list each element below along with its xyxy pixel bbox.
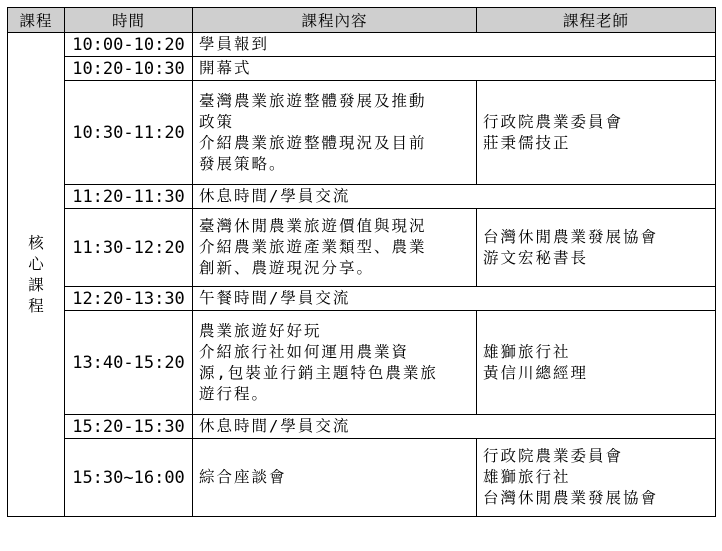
teacher-line: 游文宏秘書長	[483, 248, 589, 267]
content-line: 農業旅遊好好玩	[199, 321, 322, 340]
content-line: 午餐時間/學員交流	[199, 289, 351, 307]
teacher-cell	[477, 81, 716, 185]
content-line: 發展策略。	[199, 154, 287, 173]
teacher-line: 莊秉儒技正	[483, 133, 571, 152]
content-line: 休息時間/學員交流	[199, 417, 351, 435]
header-category: 課程	[8, 8, 65, 33]
content-cell	[193, 57, 716, 81]
teacher-line: 行政院農業委員會	[483, 112, 624, 131]
table-row	[8, 439, 716, 517]
table-row	[8, 209, 716, 287]
time-cell: 15:30~16:00	[65, 439, 193, 517]
time-cell: 11:30-12:20	[65, 209, 193, 287]
category-char: 程	[28, 296, 44, 315]
content-line: 開幕式	[199, 59, 252, 77]
teacher-line: 雄獅旅行社	[483, 468, 571, 486]
content-line: 創新、農遊現況分享。	[199, 259, 375, 277]
teacher-line: 台灣休閒農業發展協會	[483, 489, 659, 507]
time-cell: 15:20-15:30	[65, 415, 193, 439]
content-line: 臺灣休閒農業旅遊價值與現況	[199, 217, 427, 235]
content-cell	[193, 311, 477, 415]
content-line: 介紹農業旅遊產業類型、農業	[199, 238, 427, 256]
content-line: 政策	[199, 112, 235, 131]
table-row	[8, 287, 716, 311]
content-line: 休息時間/學員交流	[199, 187, 351, 205]
content-cell	[193, 209, 477, 287]
time-cell: 12:20-13:30	[65, 287, 193, 311]
content-line: 源,包裝並行銷主題特色農業旅	[199, 363, 438, 382]
time-cell: 10:30-11:20	[65, 81, 193, 185]
header-content: 課程內容	[193, 8, 477, 33]
teacher-cell	[477, 209, 716, 287]
time-cell: 11:20-11:30	[65, 185, 193, 209]
table-row	[8, 311, 716, 415]
header-teacher: 課程老師	[477, 8, 716, 33]
content-cell	[193, 439, 477, 517]
teacher-cell	[477, 439, 716, 517]
table-row	[8, 415, 716, 439]
header-time: 時間	[65, 8, 193, 33]
category-char: 心	[28, 254, 44, 273]
teacher-line: 行政院農業委員會	[483, 447, 624, 465]
time-cell: 13:40-15:20	[65, 311, 193, 415]
content-cell	[193, 415, 716, 439]
table-row	[8, 81, 716, 185]
category-char: 核	[28, 233, 44, 252]
content-line: 遊行程。	[199, 384, 270, 403]
content-cell	[193, 81, 477, 185]
category-char: 課	[28, 275, 44, 294]
table-row	[8, 33, 716, 57]
category-cell	[8, 33, 65, 517]
header-row	[8, 8, 716, 33]
teacher-line: 雄獅旅行社	[483, 342, 571, 361]
teacher-cell	[477, 311, 716, 415]
content-line: 介紹旅行社如何運用農業資	[199, 342, 410, 361]
time-cell: 10:00-10:20	[65, 33, 193, 57]
content-line: 臺灣農業旅遊整體發展及推動	[199, 91, 427, 110]
time-cell: 10:20-10:30	[65, 57, 193, 81]
content-cell	[193, 287, 716, 311]
content-line: 綜合座談會	[199, 468, 287, 486]
teacher-line: 台灣休閒農業發展協會	[483, 227, 659, 246]
content-line: 介紹農業旅遊整體現況及目前	[199, 133, 427, 152]
content-line: 學員報到	[199, 35, 270, 53]
teacher-line: 黃信川總經理	[483, 363, 589, 382]
content-cell	[193, 185, 716, 209]
table-row	[8, 57, 716, 81]
schedule-table	[7, 7, 716, 517]
table-row	[8, 185, 716, 209]
content-cell	[193, 33, 716, 57]
